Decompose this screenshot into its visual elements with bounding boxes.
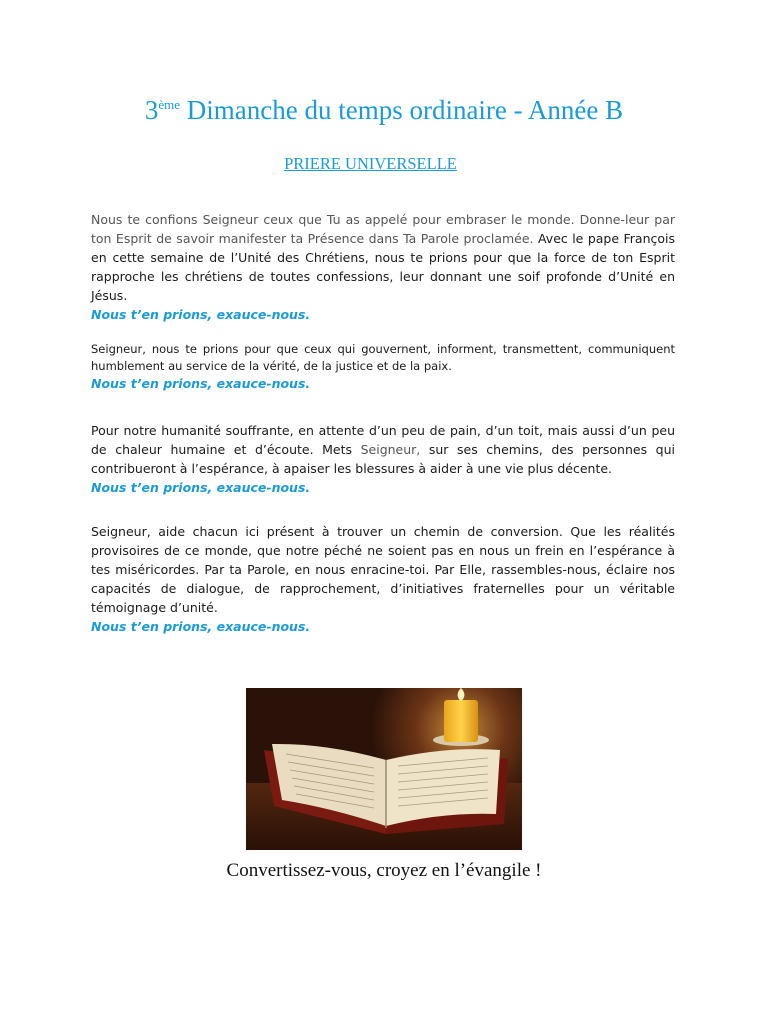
prayer-1-response: Nous t’en prions, exauce-nous. <box>91 307 311 322</box>
prayer-1 <box>91 210 675 324</box>
prayer-4-response: Nous t’en prions, exauce-nous. <box>91 619 311 634</box>
prayer-3 <box>91 421 675 497</box>
title-superscript: ème <box>158 97 180 112</box>
title-text: Dimanche du temps ordinaire - Année B <box>180 95 624 125</box>
prayer-4-body: Seigneur, aide chacun ici présent à trouver un chemin de conversion. Que les réalités provisoires de ce monde, que notre péché ne soient pas en nous un frein en l’espérance à tes miséricordes. Par ta Parole, en nous enracine-toi. Par Elle, rassembles-nous, éclaire nos capacités de dialogue, de rapprochement, d’initiatives fraternelles pour un véritable témoignage d’unité. <box>91 524 675 615</box>
caption: Convertissez-vous, croyez en l’évangile ! <box>226 860 542 881</box>
title-number: 3 <box>144 95 159 125</box>
prayer-2-response: Nous t’en prions, exauce-nous. <box>91 376 311 391</box>
prayer-3-body-end: sur ses chemins, des personnes qui contribueront à l’espérance, à apaiser les blessures à aider à une vie plus décente. <box>91 442 675 476</box>
bible-candle-photo <box>246 688 522 850</box>
prayer-3-response: Nous t’en prions, exauce-nous. <box>91 480 311 495</box>
section-heading: PRIERE UNIVERSELLE <box>284 154 457 173</box>
prayer-2 <box>91 341 675 392</box>
prayer-3-body-start: Pour notre humanité souffrante, en attente d’un peu de pain, d’un toit, mais aussi d’un peu de chaleur humaine et d’écoute. Mets <box>91 423 675 457</box>
page-title <box>0 95 768 126</box>
prayer-4 <box>91 522 675 636</box>
prayer-1-body: Avec le pape François en cette semaine de l’Unité des Chrétiens, nous te prions pour que la force de ton Esprit rapproche les chrétiens de toutes confessions, leur donnant une soif profonde d’Unité en Jésus. <box>91 231 676 303</box>
prayer-1-intro: Nous te confions Seigneur ceux que Tu as appelé pour embraser le monde. Donne-leur par ton Esprit de savoir manifester ta Présence dans Ta Parole proclamée. <box>91 212 675 246</box>
prayer-2-body: Seigneur, nous te prions pour que ceux qui gouvernent, informent, transmettent, communiquent humblement au service de la vérité, de la justice et de la paix. <box>91 342 675 373</box>
prayer-3-highlight: Seigneur, <box>360 442 421 457</box>
